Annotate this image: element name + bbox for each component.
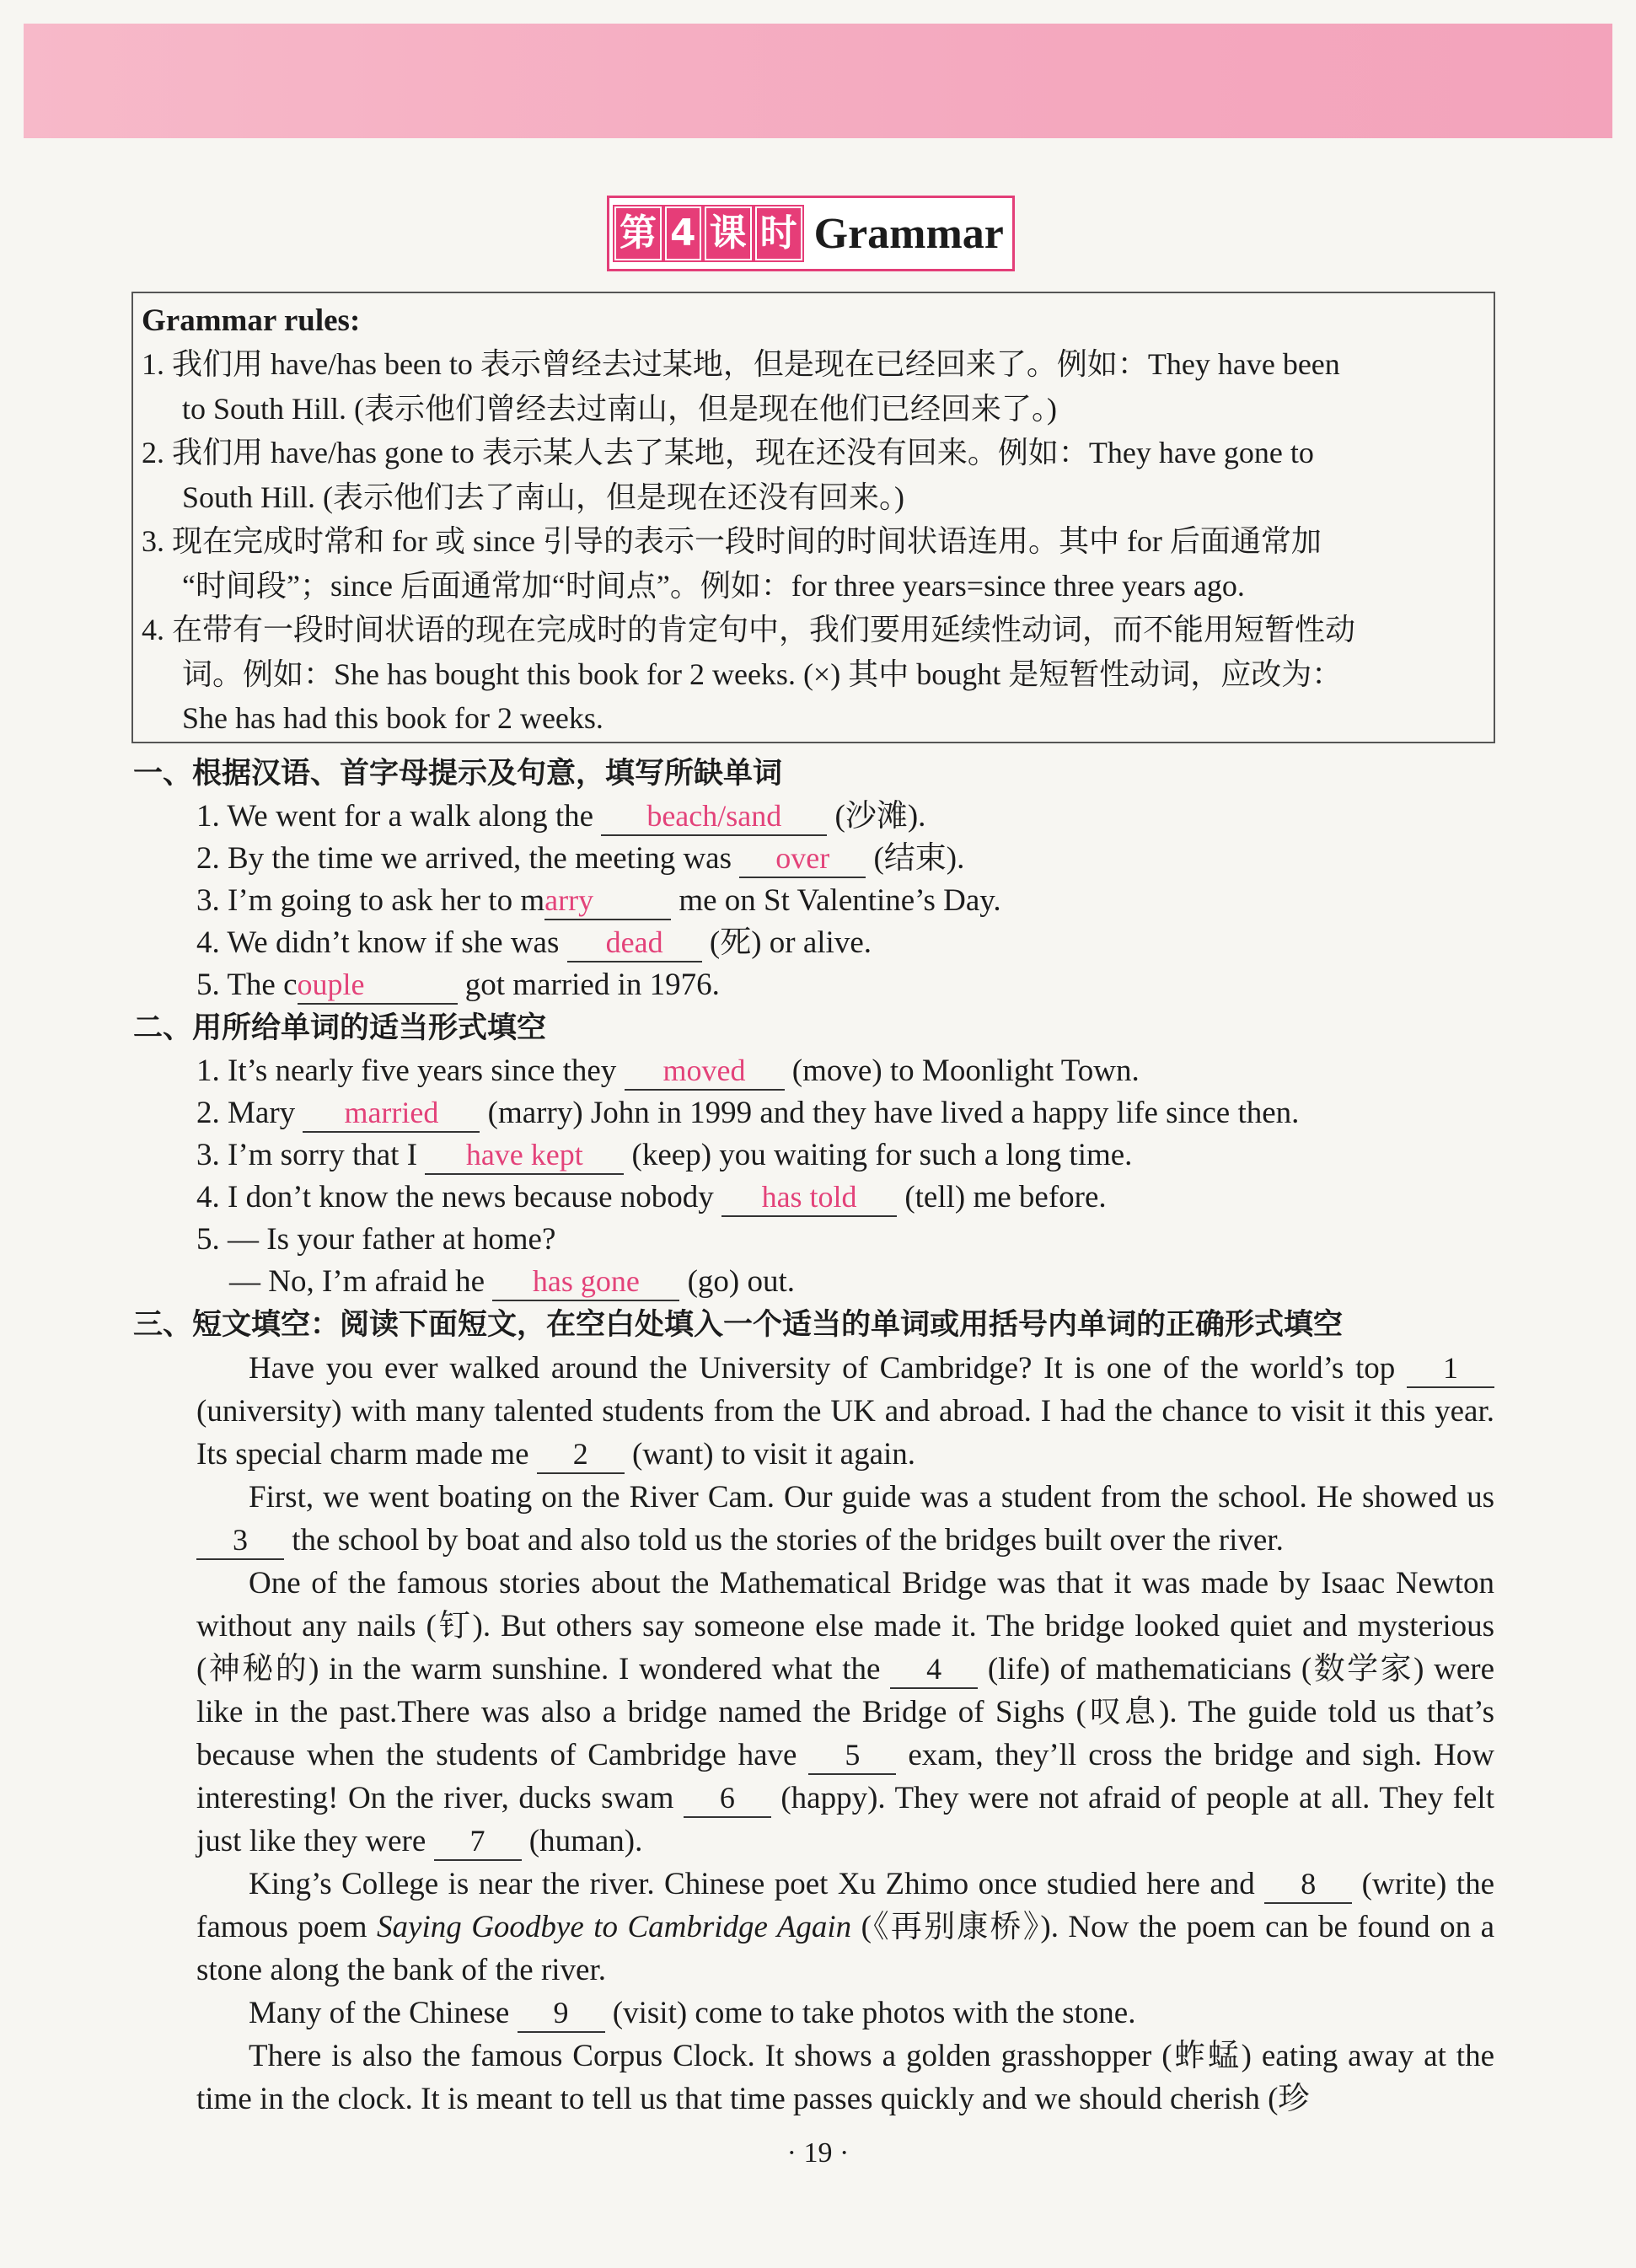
s2-answer-3: have kept — [425, 1136, 624, 1175]
s1-item-1-pre: 1. We went for a walk along the — [196, 799, 602, 834]
blank-5: 5 — [808, 1736, 896, 1775]
s2-item-2-pre: 2. Mary — [196, 1096, 303, 1130]
s2-item-1-pre: 1. It’s nearly five years since they — [196, 1054, 625, 1088]
s2-item-3-pre: 3. I’m sorry that I — [196, 1138, 426, 1172]
rule-4-line3: She has had this book for 2 weeks. — [182, 701, 603, 735]
s2-item-4 — [196, 1177, 1107, 1219]
p2-text-c: the school by boat and also told us the stories of the bridges built over the river. — [284, 1523, 1284, 1558]
p3-text-e: (happy). They were not afraid of people at all. They felt just like they were — [196, 1781, 1494, 1858]
blank-1: 1 — [1407, 1349, 1494, 1388]
p2-text-a: First, we went boating on the River Cam. Our guide was a student from the school. He showed us — [249, 1480, 1494, 1515]
blank-9: 9 — [518, 1994, 605, 2033]
title-english: Grammar — [813, 209, 1004, 258]
title-char-3: 课 — [705, 206, 752, 260]
grammar-rules-box — [131, 292, 1495, 743]
p4-text-c: (write) the famous poem — [196, 1867, 1494, 1944]
passage-para-6 — [196, 2035, 1494, 2121]
blank-8: 8 — [1264, 1865, 1352, 1904]
rule-1 — [142, 342, 1482, 431]
p1-text-d: (want) to visit it again. — [624, 1437, 916, 1472]
s2-item-2-post: (marry) John in 1999 and they have lived a happy life since then. — [480, 1096, 1300, 1130]
p3-text-c: (life) of mathematicians (数学家) were like in the past.There was also a bridge named the Bridge of Sighs (叹息). The guide told us that’s because when the students of Cambridge have — [196, 1652, 1494, 1772]
poem-title: Saying Goodbye to Cambridge Again — [377, 1910, 852, 1944]
blank-4: 4 — [890, 1650, 978, 1689]
s2-item-1-post: (move) to Moonlight Town. — [784, 1054, 1140, 1088]
rule-4-line2: 词。例如：She has bought this book for 2 weeks. (×) 其中 bought 是短暂性动词，应改为： — [182, 657, 1343, 691]
s2-item-4-post: (tell) me before. — [897, 1180, 1107, 1214]
passage-para-4 — [196, 1863, 1494, 1992]
s2-item-5-question: 5. — Is your father at home? — [196, 1222, 556, 1257]
s2-item-1 — [196, 1050, 1140, 1092]
passage-para-1 — [196, 1347, 1494, 1476]
p4-text-a: King’s College is near the river. Chinese poet Xu Zhimo once studied here and — [249, 1867, 1265, 1901]
s1-item-2-pre: 2. By the time we arrived, the meeting was — [196, 841, 740, 876]
s1-item-2-post: (结束). — [866, 841, 965, 876]
rule-1-line1: 1. 我们用 have/has been to 表示曾经去过某地，但是现在已经回来了。例如：They have been — [142, 347, 1340, 381]
s1-answer-2: over — [739, 839, 866, 878]
rule-2-line2: South Hill. (表示他们去了南山，但是现在还没有回来。) — [182, 480, 905, 514]
section3-heading: 三、短文填空：阅读下面短文，在空白处填入一个适当的单词或用括号内单词的正确形式填空 — [133, 1308, 1344, 1342]
s1-item-4-post: (死) or alive. — [701, 925, 872, 960]
passage-para-2 — [196, 1476, 1494, 1562]
s1-item-5-pre: 5. The c — [196, 968, 298, 1002]
s1-answer-5: ouple — [298, 966, 458, 1005]
s2-answer-1: moved — [625, 1052, 785, 1091]
rule-4-line1: 4. 在带有一段时间状语的现在完成时的肯定句中，我们要用延续性动词，而不能用短暂性动 — [142, 613, 1356, 646]
s2-item-5 — [196, 1219, 555, 1261]
blank-2: 2 — [537, 1435, 625, 1474]
p3-text-d: exam, they’ll cross the bridge and sigh. How interesting! On the river, ducks swam — [196, 1738, 1494, 1815]
title-char-1: 第 — [614, 206, 662, 260]
s1-item-5 — [196, 964, 720, 1006]
s1-answer-3: arry — [544, 882, 671, 920]
p3-text-a: One of the famous stories about the Mathematical Bridge was that it was made by Isaac Newton without any nails (钉). But others say someone else made it. The bridge looked quiet and mysterious (神秘的) in the warm sunshine. I wondered what the — [196, 1566, 1494, 1686]
s1-item-4-pre: 4. We didn’t know if she was — [196, 925, 567, 960]
p3-text-f: (human). — [521, 1824, 643, 1858]
title-char-4: 时 — [755, 206, 802, 260]
section2-heading: 二、用所给单词的适当形式填空 — [133, 1011, 547, 1045]
title-char-2: 4 — [665, 206, 701, 260]
s2-item-3 — [196, 1134, 1132, 1177]
s1-item-1 — [196, 796, 925, 838]
s2-item-4-pre: 4. I don’t know the news because nobody — [196, 1180, 722, 1214]
s2-answer-4: has told — [721, 1178, 897, 1217]
s2-item-5-reply-pre: — No, I’m afraid he — [229, 1264, 493, 1299]
s2-item-5-reply — [229, 1261, 795, 1303]
s1-item-3 — [196, 880, 1001, 922]
passage-para-5 — [196, 1992, 1494, 2035]
p5-text-a: Many of the Chinese — [249, 1996, 518, 2030]
s1-item-4 — [196, 922, 872, 964]
section1-heading: 一、根据汉语、首字母提示及句意，填写所缺单词 — [133, 757, 783, 791]
page-number: · 19 · — [786, 2137, 850, 2169]
lesson-title — [607, 196, 1015, 271]
s1-answer-1: beach/sand — [601, 797, 827, 836]
s1-item-2 — [196, 838, 964, 880]
rule-3 — [142, 519, 1482, 608]
rule-4 — [142, 608, 1482, 741]
p6-text-a: There is also the famous Corpus Clock. It shows a golden grasshopper (蚱蜢) eating away at the time in the clock. It is meant to tell us that time passes quickly and we should cherish (珍 — [196, 2039, 1494, 2116]
blank-3: 3 — [196, 1521, 284, 1560]
s1-item-5-post: got married in 1976. — [457, 968, 720, 1002]
blank-6: 6 — [684, 1779, 771, 1818]
rule-2 — [142, 431, 1482, 519]
s2-answer-2: married — [303, 1094, 480, 1133]
s1-item-3-post: me on St Valentine’s Day. — [671, 883, 1001, 918]
s2-item-2 — [196, 1092, 1299, 1134]
rule-2-line1: 2. 我们用 have/has gone to 表示某人去了某地，现在还没有回来。例如：They have gone to — [142, 436, 1314, 469]
s1-answer-4: dead — [567, 924, 702, 962]
s2-item-5-reply-post: (go) out. — [679, 1264, 796, 1299]
rule-3-line1: 3. 现在完成时常和 for 或 since 引导的表示一段时间的时间状语连用。其中 for 后面通常加 — [142, 524, 1322, 558]
p1-text-a: Have you ever walked around the University of Cambridge? It is one of the world’s top — [249, 1351, 1407, 1386]
header-band — [24, 24, 1612, 138]
s1-item-1-post: (沙滩). — [827, 799, 926, 834]
s2-item-3-post: (keep) you waiting for such a long time. — [624, 1138, 1133, 1172]
p1-text-c: (university) with many talented students from the UK and abroad. I had the chance to visit it this year. Its special charm made me — [196, 1394, 1494, 1472]
passage-para-3 — [196, 1562, 1494, 1863]
p5-text-c: (visit) come to take photos with the stone. — [604, 1996, 1136, 2030]
rule-1-line2: to South Hill. (表示他们曾经去过南山，但是现在他们已经回来了。) — [182, 391, 1058, 426]
p4-text-d: (《再别康桥》). Now the poem can be found on a stone along the bank of the river. — [196, 1910, 1495, 1987]
blank-7: 7 — [434, 1822, 522, 1861]
rule-3-line2: “时间段”；since 后面通常加“时间点”。例如：for three years=since three years ago. — [182, 568, 1245, 603]
s1-item-3-pre: 3. I’m going to ask her to m — [196, 883, 545, 918]
s2-answer-5: has gone — [492, 1263, 679, 1301]
rules-heading: Grammar rules: — [142, 303, 361, 338]
